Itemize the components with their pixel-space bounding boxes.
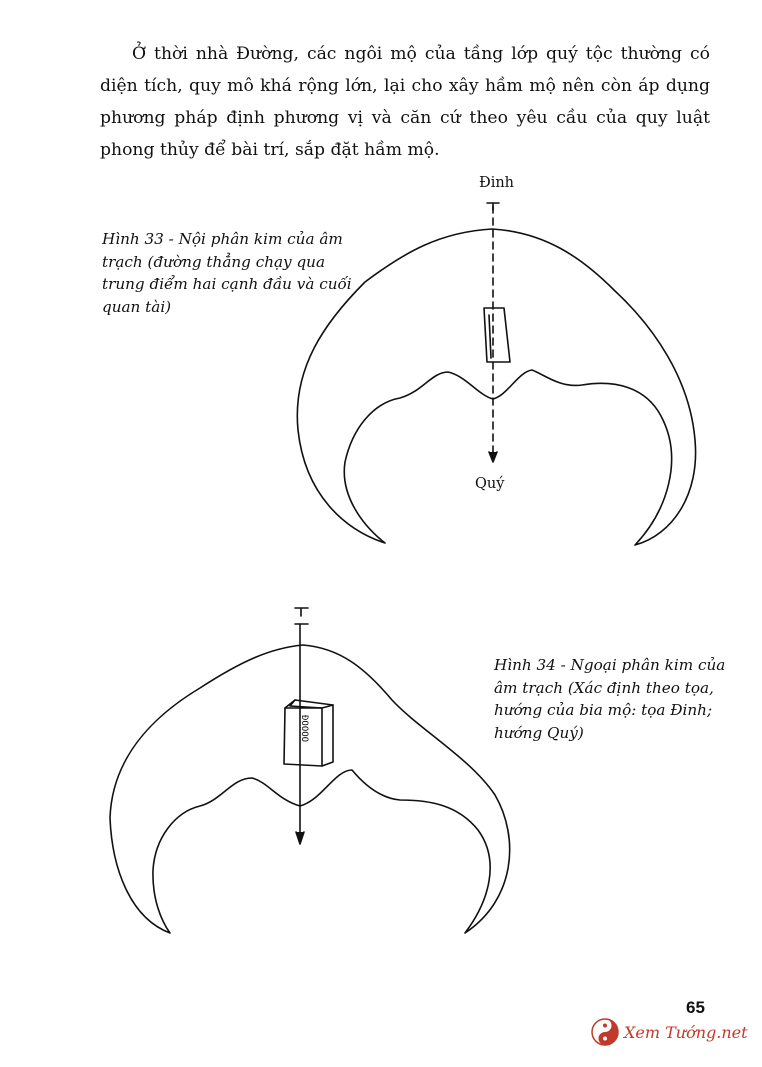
yin-yang-icon	[590, 1017, 620, 1047]
figure-33-top-tick	[487, 203, 499, 210]
figure-34-stele-text: ĐOOOO	[299, 715, 309, 743]
figure-33-tomb-outline	[297, 229, 695, 545]
figure-33-caption: Hình 33 - Nội phân kim của âm trạch (đường thẳng chạy qua trung điểm hai cạnh đầu và cuối quan tài)	[102, 230, 352, 316]
page-number: 65	[686, 998, 705, 1017]
figure-34-caption: Hình 34 - Ngoại phân kim của âm trạch (Xác định theo tọa, hướng của bia mộ: tọa Đinh; hướng Quý)	[494, 656, 726, 742]
watermark	[590, 1012, 758, 1052]
figure-34-tomb-outline	[110, 645, 510, 933]
figure-34-top-tick-1	[295, 608, 308, 616]
paragraph-text: Ở thời nhà Đường, các ngôi mộ của tầng lớp quý tộc thường có diện tích, quy mô khá rộng lớn, lại cho xây hầm mộ nên còn áp dụng phương pháp định phương vị và căn cứ theo yêu cầu của quy luật phong thủy để bài trí, sắp đặt hầm mộ.	[100, 44, 710, 160]
figure-34-arrowhead	[296, 832, 304, 844]
figure-33-top-label: Đinh	[479, 175, 515, 191]
figure-33-coffin	[484, 308, 510, 362]
figure-33-arrowhead	[489, 452, 497, 462]
figure-33-bottom-label: Quý	[475, 476, 505, 492]
watermark-text: Xem Tướng.net	[624, 1022, 748, 1042]
